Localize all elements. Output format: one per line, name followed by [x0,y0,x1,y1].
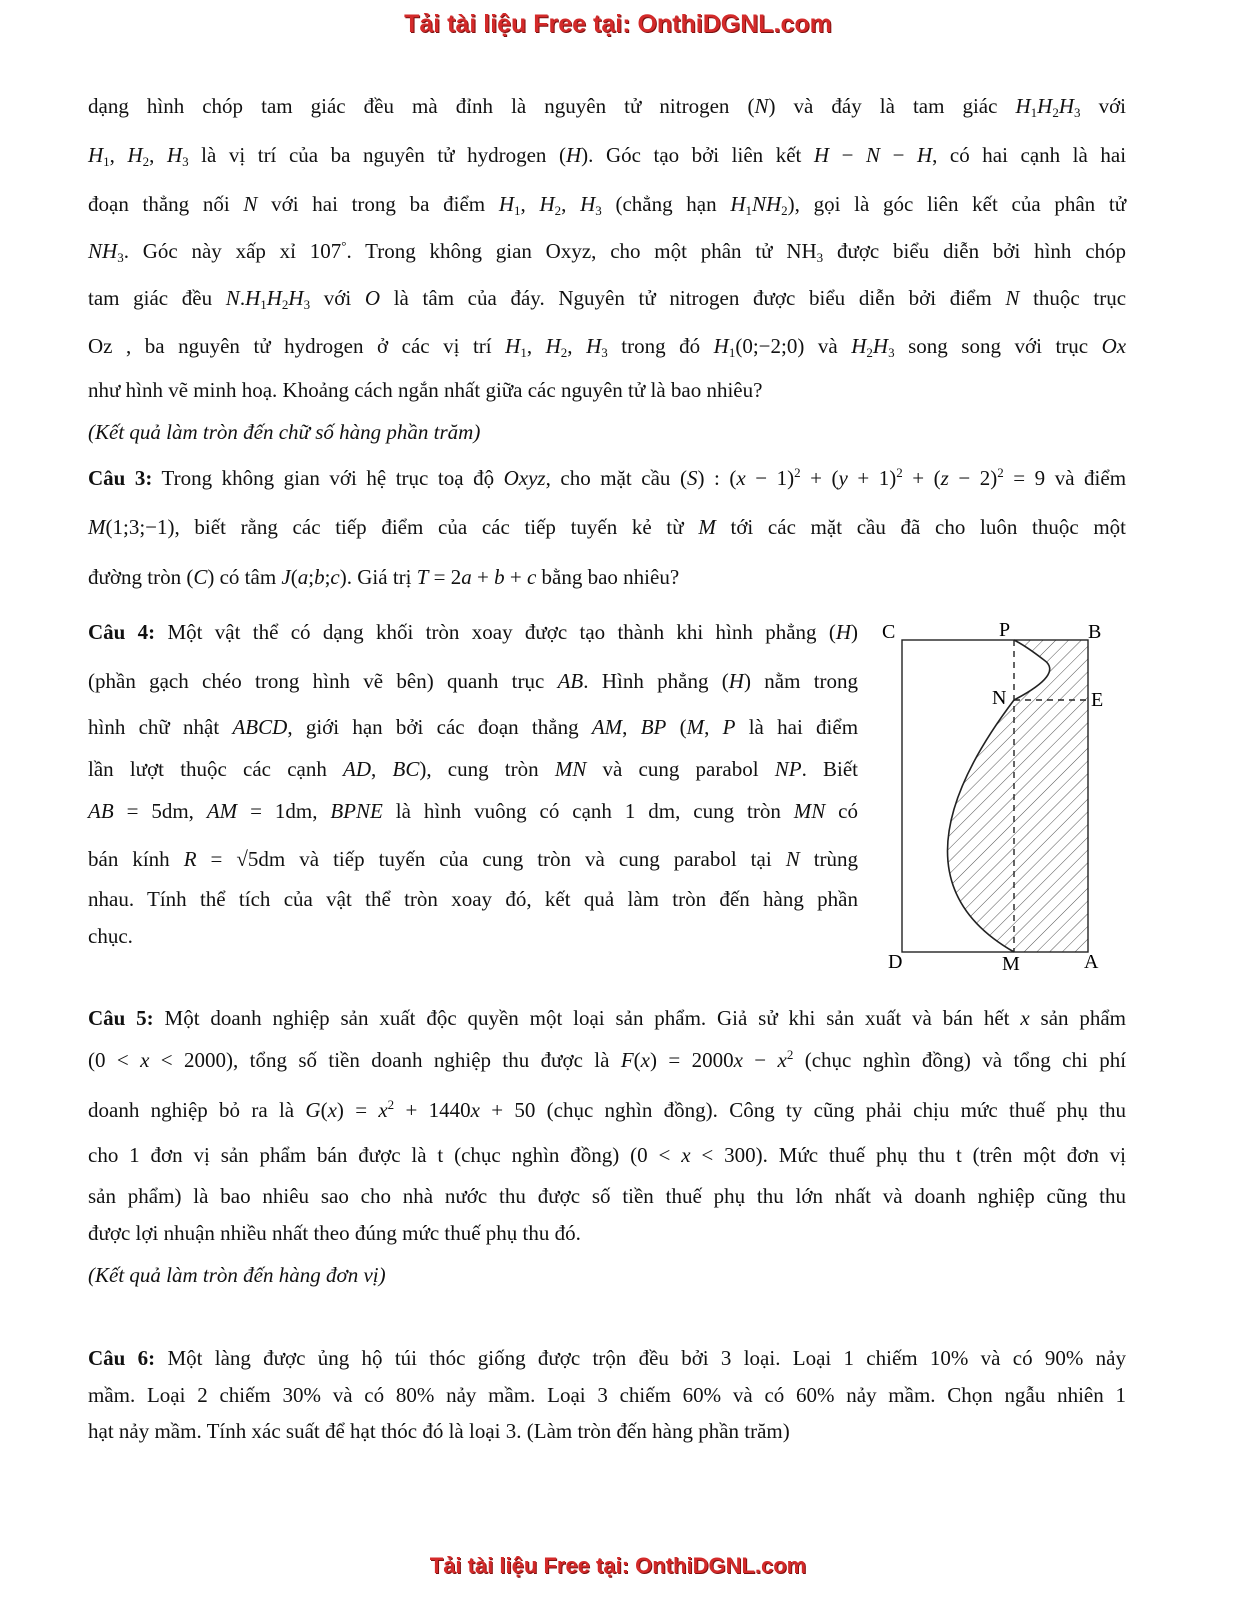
label-m: M [1002,953,1020,975]
label-d: D [888,951,903,973]
q2-note: (Kết quả làm tròn đến chữ số hàng phần trăm) [88,420,481,444]
q6-line-3: hạt nảy mầm. Tính xác suất để hạt thóc đó là loại 3. (Làm tròn đến hàng phần trăm) [88,1419,790,1443]
q4-line-6: bán kính R = √5dm và tiếp tuyến của cung tròn và cung parabol tại N trùng [88,847,859,871]
q4-label: Câu 4: [88,620,156,644]
q4-figure [876,616,1116,980]
q4-line-7: nhau. Tính thể tích của vật thể tròn xoay đó, kết quả làm tròn đến hàng phần [88,887,858,911]
label-a: A [1084,951,1099,973]
q3-line-3: đường tròn (C) có tâm J(a;b;c). Giá trị T = 2a + b + c bằng bao nhiêu? [88,565,680,589]
q5-note: (Kết quả làm tròn đến hàng đơn vị) [88,1263,386,1287]
q5-line-1: Câu 5: Một doanh nghiệp sản xuất độc quyền một loại sản phẩm. Giả sử khi sản xuất và bán hết x sản phẩm [88,1006,1127,1030]
q2-line-7: như hình vẽ minh hoạ. Khoảng cách ngắn nhất giữa các nguyên tử là bao nhiêu? [88,378,763,402]
q5-line-6: được lợi nhuận nhiều nhất theo đúng mức thuế phụ thu đó. [88,1221,581,1245]
q2-line-6: Oz , ba nguyên tử hydrogen ở các vị trí $H_1$, $H_2$, $H_3$ trong đó $H_1(0;-2;0)$ và $H_2H_3$ song song với trục Ox [88,334,1127,360]
q4-line-2: (phần gạch chéo trong hình vẽ bên) quanh trục AB. Hình phẳng (H) nằm trong [88,669,859,693]
q5-line-3: doanh nghiệp bỏ ra là $G(x) = x^2 + 1440x + 50$ (chục nghìn đồng). Công ty cũng phải chịu mức thuế phụ thu [88,1097,1127,1122]
q4-line-4: lần lượt thuộc các cạnh AD, BC), cung tròn MN và cung parabol NP. Biết [88,757,859,781]
q4-line-3: hình chữ nhật ABCD, giới hạn bởi các đoạn thẳng AM, BP (M, P là hai điểm [88,715,859,739]
q5-line-4: cho 1 đơn vị sản phẩm bán được là t (chục nghìn đồng) (0 < x < 300). Mức thuế phụ thu t (trên một đơn vị [88,1143,1127,1167]
q2-line-2: $H_1$, $H_2$, $H_3$ là vị trí của ba nguyên tử hydrogen (H). Góc tạo bởi liên kết H − N − H, có hai cạnh là hai [88,143,1127,169]
q4-line-5: AB = 5dm, AM = 1dm, BPNE là hình vuông có cạnh 1 dm, cung tròn MN có [88,799,858,823]
q3-line-1: Câu 3: Trong không gian với hệ trục toạ độ Oxyz, cho mặt cầu (S) : $(x - 1)^2 + (y + 1)^2 + (z - 2)^2 = 9$ và điểm [88,465,1127,490]
label-e: E [1091,689,1104,711]
q5-line-2: (0 < x < 2000), tổng số tiền doanh nghiệp thu được là $F(x) = 2000x - x^2$ (chục nghìn đồng) và tổng chi phí [88,1047,1127,1072]
q2-line-1: dạng hình chóp tam giác đều mà đỉnh là nguyên tử nitrogen (N) và đáy là tam giác $H_1H_2H_3$ với [88,94,1127,120]
label-c: C [882,621,896,643]
q2-line-4: $NH_3$. Góc này xấp xỉ 107°. Trong không gian Oxyz, cho một phân tử $NH_3$ được biểu diễn bởi hình chóp [88,238,1127,265]
q2-line-3: đoạn thẳng nối N với hai trong ba điểm $H_1$, $H_2$, $H_3$ (chẳng hạn $H_1NH_2$), gọi là góc liên kết của phân tử [88,192,1127,218]
label-n: N [992,687,1007,709]
hatched-region [948,640,1089,952]
q6-line-2: mầm. Loại 2 chiếm 30% và có 80% nảy mầm. Loại 3 chiếm 60% và có 60% nảy mầm. Chọn ngẫu nhiên 1 [88,1383,1126,1407]
q5-line-5: sản phẩm) là bao nhiêu sao cho nhà nước thu được số tiền thuế phụ thu lớn nhất và doanh nghiệp cũng thu [88,1184,1126,1208]
q4-line-1: Câu 4: Một vật thể có dạng khối tròn xoay được tạo thành khi hình phẳng (H) [88,620,859,644]
label-p: P [999,619,1011,641]
header-banner[interactable]: Tải tài liệu Free tại: OnthiDGNL.com [404,10,832,38]
q2-line-5: tam giác đều $N.H_1H_2H_3$ với O là tâm của đáy. Nguyên tử nitrogen được biểu diễn bởi điểm N thuộc trục [88,286,1127,312]
q6-label: Câu 6: [88,1346,156,1370]
label-b: B [1088,621,1102,643]
q4-line-8: chục. [88,924,133,948]
q5-label: Câu 5: [88,1006,154,1030]
q3-line-2: M(1;3;−1), biết rằng các tiếp điểm của các tiếp tuyến kẻ từ M tới các mặt cầu đã cho luôn thuộc một [88,515,1126,539]
q6-line-1: Câu 6: Một làng được ủng hộ túi thóc giống được trộn đều bởi 3 loại. Loại 1 chiếm 10% và có 90% nảy [88,1346,1127,1370]
q3-label: Câu 3: [88,466,153,490]
footer-banner[interactable]: Tải tài liệu Free tại: OnthiDGNL.com [429,1553,807,1578]
